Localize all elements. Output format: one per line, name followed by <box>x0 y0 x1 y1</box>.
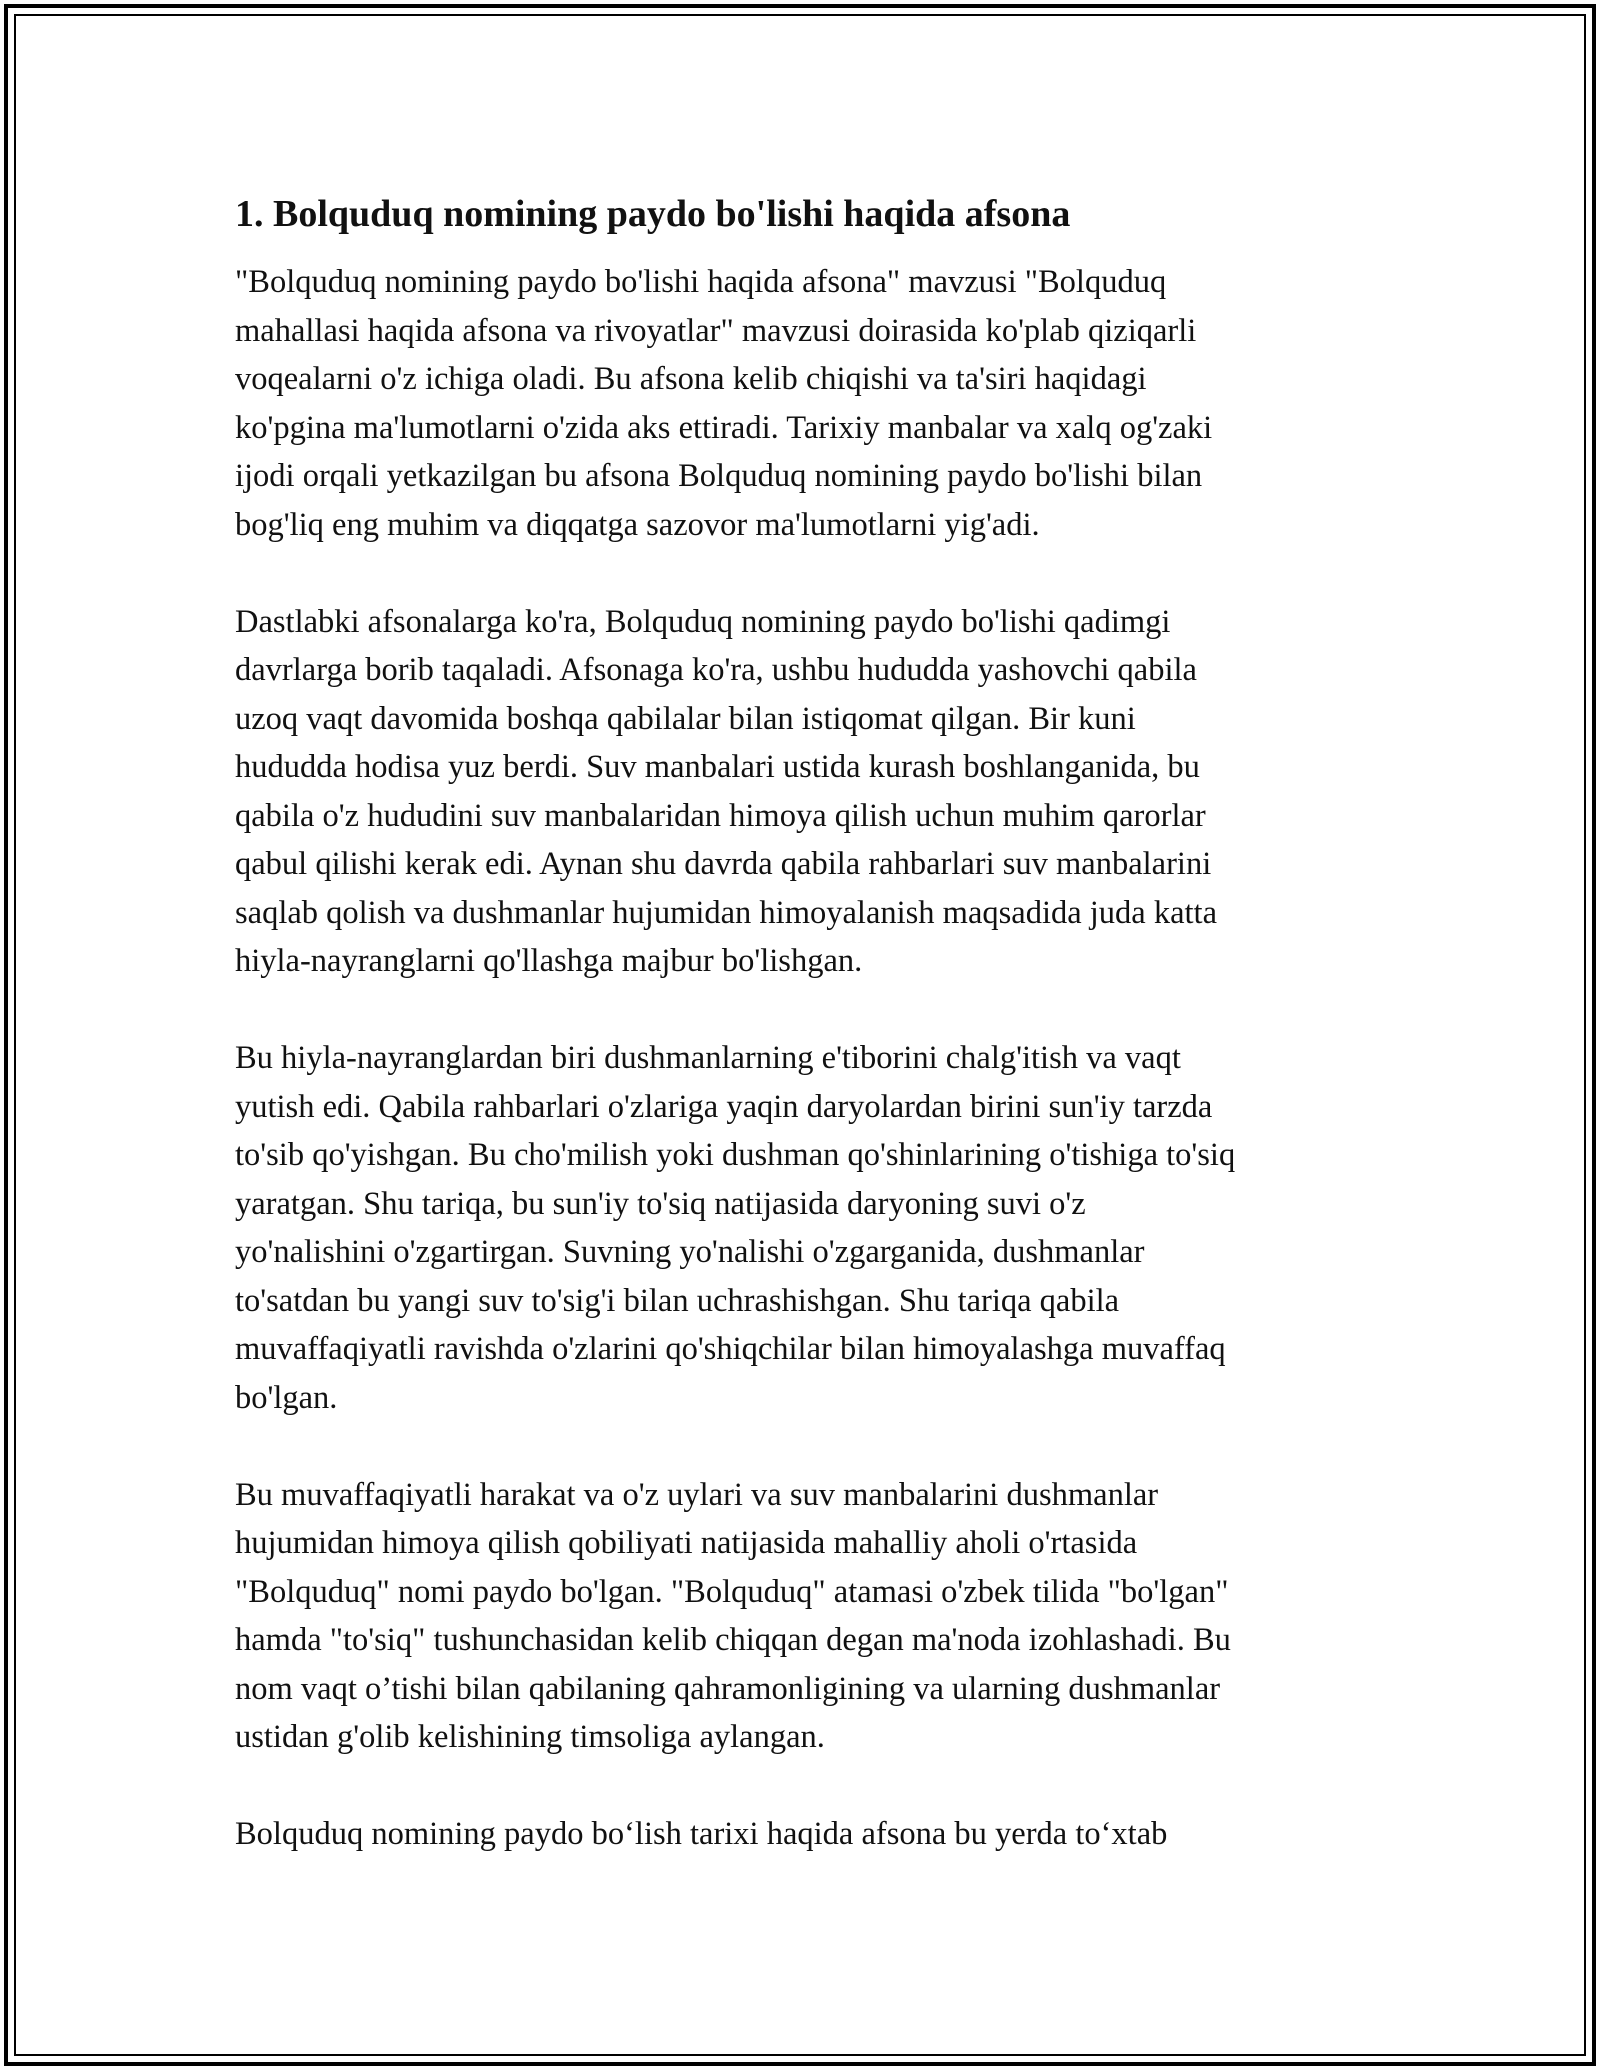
text-line: Bolquduq nomining paydo bo‘lish tarixi haqida afsona bu yerda to‘xtab <box>235 1816 1168 1852</box>
text-line: bo'lgan. <box>235 1379 338 1416</box>
text-line: davrlarga borib taqaladi. Afsonaga ko'ra, ushbu hududda yashovchi qabila <box>235 652 1197 688</box>
paragraph-4 <box>235 1471 1375 1762</box>
paragraph-5 <box>235 1810 1375 1859</box>
text-line: yaratgan. Shu tariqa, bu sun'iy to'siq natijasida daryoning suvi o'z <box>235 1185 1086 1222</box>
text-line: uzoq vaqt davomida boshqa qabilalar bilan istiqomat qilgan. Bir kuni <box>235 700 1136 737</box>
text-line: saqlab qolish va dushmanlar hujumidan himoyalanish maqsadida juda katta <box>235 894 1218 931</box>
text-line: mahallasi haqida afsona va rivoyatlar" mavzusi doirasida ko'plab qiziqarli <box>235 312 1197 349</box>
text-line: Bu muvaffaqiyatli harakat va o'z uylari va suv manbalarini dushmanlar <box>235 1476 1159 1513</box>
text-line: nom vaqt o’tishi bilan qabilaning qahramonligining va ularning dushmanlar <box>235 1670 1221 1707</box>
text-line: qabila o'z hududini suv manbalaridan himoya qilish uchun muhim qarorlar <box>235 797 1206 834</box>
text-line: yo'nalishini o'zgartirgan. Suvning yo'nalishi o'zgarganida, dushmanlar <box>235 1234 1145 1270</box>
text-line: hududda hodisa yuz berdi. Suv manbalari ustida kurash boshlanganida, bu <box>235 749 1200 785</box>
text-line: Dastlabki afsonalarga ko'ra, Bolquduq nomining paydo bo'lishi qadimgi <box>235 603 1171 640</box>
paragraph-1 <box>235 258 1375 549</box>
text-line: to'sib qo'yishgan. Bu cho'milish yoki dushman qo'shinlarining o'tishiga to'siq <box>235 1137 1236 1173</box>
paragraph-2 <box>235 598 1375 986</box>
text-line: "Bolquduq nomining paydo bo'lishi haqida afsona" mavzusi "Bolquduq <box>235 264 1167 300</box>
text-line: to'satdan bu yangi suv to'sig'i bilan uchrashishgan. Shu tariqa qabila <box>235 1282 1120 1319</box>
text-line: "Bolquduq" nomi paydo bo'lgan. "Bolquduq" atamasi o'zbek tilida "bo'lgan" <box>235 1573 1229 1610</box>
document-body <box>235 188 1375 1907</box>
text-line: hamda "to'siq" tushunchasidan kelib chiqqan degan ma'noda izohlashadi. Bu <box>235 1622 1231 1658</box>
text-line: ustidan g'olib kelishining timsoliga aylangan. <box>235 1719 825 1755</box>
text-line: bog'liq eng muhim va diqqatga sazovor ma'lumotlarni yig'adi. <box>235 506 1040 543</box>
text-line: Bu hiyla-nayranglardan biri dushmanlarning e'tiborini chalg'itish va vaqt <box>235 1040 1181 1076</box>
text-line: voqealarni o'z ichiga oladi. Bu afsona kelib chiqishi va ta'siri haqidagi <box>235 361 1147 397</box>
text-line: qabul qilishi kerak edi. Aynan shu davrda qabila rahbarlari suv manbalarini <box>235 846 1212 882</box>
text-line: yutish edi. Qabila rahbarlari o'zlariga yaqin daryolardan birini sun'iy tarzda <box>235 1088 1213 1125</box>
text-line: ijodi orqali yetkazilgan bu afsona Bolquduq nomining paydo bo'lishi bilan <box>235 458 1203 494</box>
text-line: hujumidan himoya qilish qobiliyati natijasida mahalliy aholi o'rtasida <box>235 1525 1138 1561</box>
section-heading: 1. Bolquduq nomining paydo bo'lishi haqida afsona <box>235 193 1071 235</box>
text-line: muvaffaqiyatli ravishda o'zlarini qo'shiqchilar bilan himoyalashga muvaffaq <box>235 1331 1226 1367</box>
text-line: hiyla-nayranglarni qo'llashga majbur bo'lishgan. <box>235 943 863 979</box>
text-line: ko'pgina ma'lumotlarni o'zida aks ettiradi. Tarixiy manbalar va xalq og'zaki <box>235 409 1213 446</box>
paragraph-3 <box>235 1034 1375 1422</box>
